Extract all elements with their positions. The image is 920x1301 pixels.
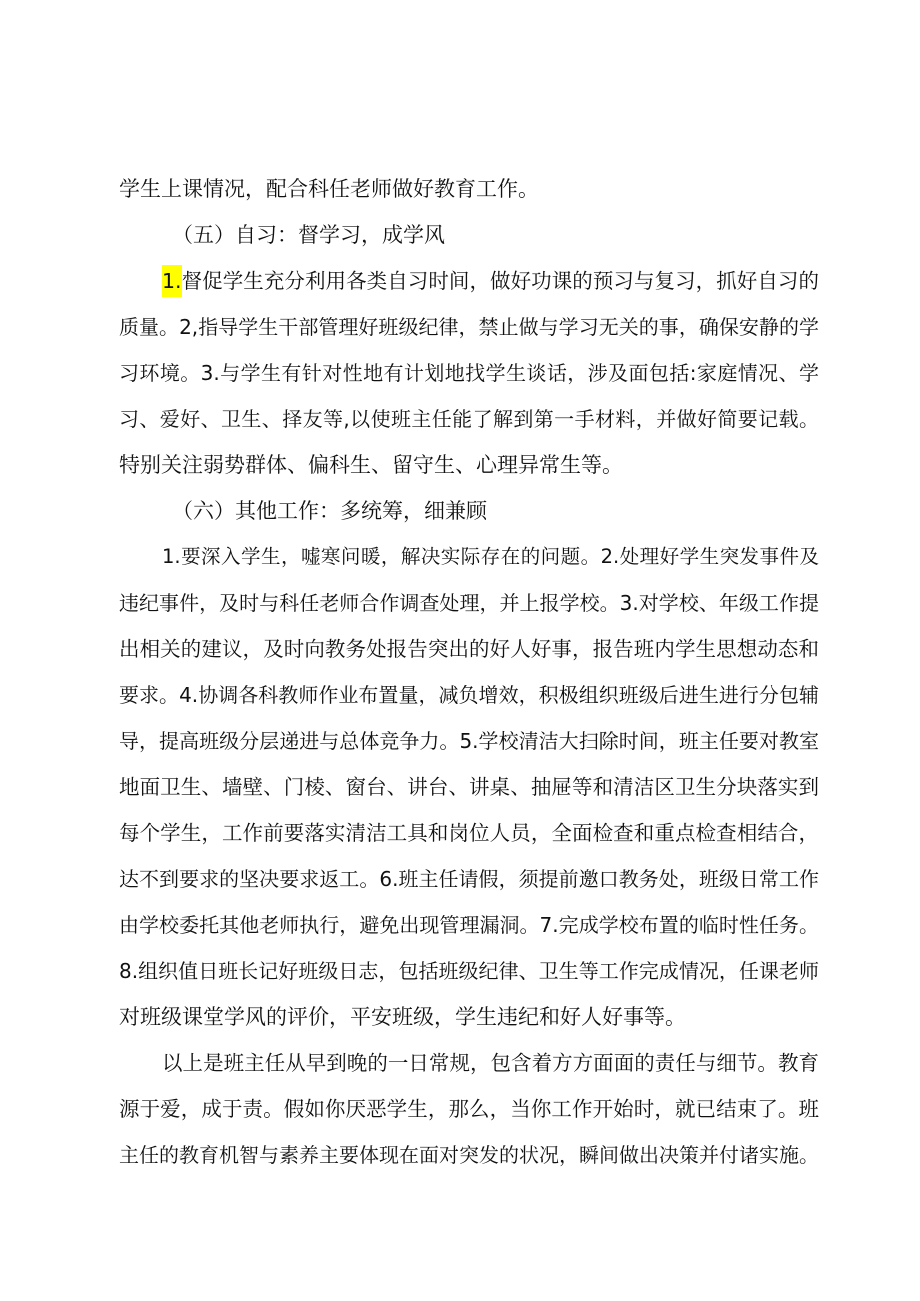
text-line-content: 督促学生充分利用各类自习时间，做好功课的预习与复习，抓好自习的 (181, 269, 819, 293)
section-heading-6: （六）其他工作：多统筹，细兼顾 (172, 499, 487, 523)
text-line: 源于爱，成于责。假如你厌恶学生，那么，当你工作开始时，就已结束了。班 (119, 1097, 819, 1121)
text-line (119, 258, 819, 304)
text-line: 学生上课情况，配合科任老师做好教育工作。 (119, 177, 539, 201)
text-line: 对班级课堂学风的评价，平安班级，学生违纪和好人好事等。 (119, 1005, 686, 1029)
section-heading-5: （五）自习：督学习，成学风 (172, 223, 445, 247)
text-line: 导，提高班级分层递进与总体竞争力。5.学校清洁大扫除时间，班主任要对教室 (119, 729, 819, 753)
text-line: 由学校委托其他老师执行，避免出现管理漏洞。7.完成学校布置的临时性任务。 (119, 913, 819, 937)
text-line: 地面卫生、墙壁、门棱、窗台、讲台、讲桌、抽屉等和清洁区卫生分块落实到 (119, 775, 819, 799)
text-line: 违纪事件，及时与科任老师合作调查处理，并上报学校。3.对学校、年级工作提 (119, 591, 819, 615)
text-line: 要求。4.协调各科教师作业布置量，减负增效，积极组织班级后进生进行分包辅 (119, 683, 819, 707)
text-line: 主任的教育机智与素养主要体现在面对突发的状况，瞬间做出决策并付诸实施。 (119, 1143, 819, 1167)
text-line: 1.要深入学生，嘘寒问暖，解决实际存在的问题。2.处理好学生突发事件及 (162, 545, 819, 568)
text-line: 习环境。3.与学生有针对性地有计划地找学生谈话，涉及面包括:家庭情况、学 (119, 361, 819, 385)
text-line: 出相关的建议，及时向教务处报告突出的好人好事，报告班内学生思想动态和 (119, 637, 819, 661)
text-line: 以上是班主任从早到晚的一日常规，包含着方方面面的责任与细节。教育 (162, 1051, 819, 1075)
text-line: 习、爱好、卫生、择友等,以使班主任能了解到第一手材料，并做好简要记载。 (119, 407, 819, 431)
text-line: 每个学生，工作前要落实清洁工具和岗位人员，全面检查和重点检查相结合， (119, 821, 819, 845)
text-line: 特别关注弱势群体、偏科生、留守生、心理异常生等。 (119, 453, 623, 477)
highlighted-marker: 1. (162, 265, 182, 297)
text-line: 8.组织值日班长记好班级日志，包括班级纪律、卫生等工作完成情况，任课老师 (119, 959, 819, 983)
text-line: 质量。2,指导学生干部管理好班级纪律，禁止做与学习无关的事，确保安静的学 (119, 315, 819, 339)
document-body (119, 166, 819, 1178)
text-line: 达不到要求的坚决要求返工。6.班主任请假，须提前邀口教务处，班级日常工作 (119, 867, 819, 891)
